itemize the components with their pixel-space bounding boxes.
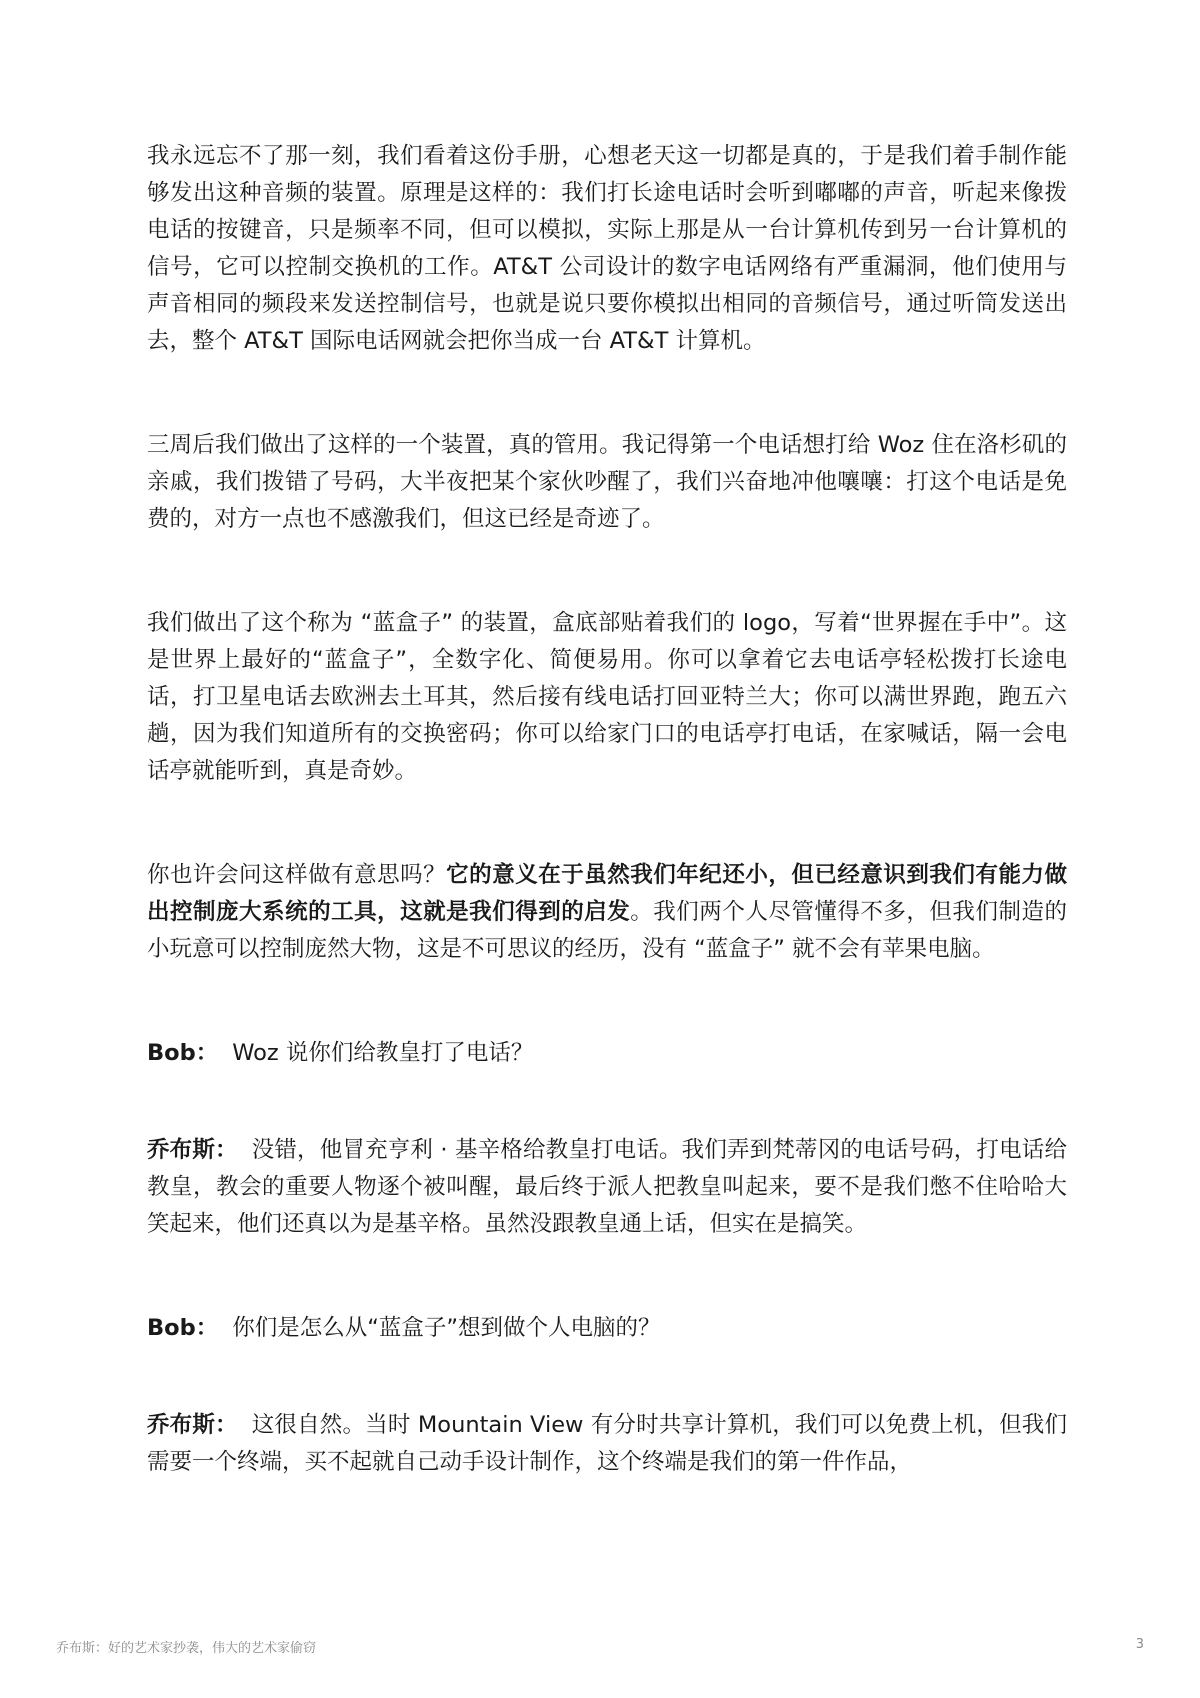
document-body [147, 138, 1067, 1548]
dialogue-text: Woz 说你们给教皇打了电话？ [232, 1040, 534, 1066]
dialogue-text: 这很自然。当时 Mountain View 有分时共享计算机，我们可以免费上机，但我们需要一个终端，买不起就自己动手设计制作，这个终端是我们的第一件作品， [147, 1412, 1067, 1475]
paragraph-first-call: 三周后我们做出了这样的一个装置，真的管用。我记得第一个电话想打给 Woz 住在洛杉矶的亲戚，我们拨错了号码，大半夜把某个家伙吵醒了，我们兴奋地冲他嚷嚷：打这个电话是免费的，对方一点也不感激我们，但这已经是奇迹了。 [147, 432, 1067, 532]
paragraph-blue-box: 我们做出了这个称为 “蓝盒子” 的装置，盒底部贴着我们的 logo，写着“世界握在手中”。这是世界上最好的“蓝盒子”，全数字化、简便易用。你可以拿着它去电话亭轻松拨打长途电话，打卫星电话去欧洲去土耳其，然后接有线电话打回亚特兰大；你可以满世界跑，跑五六趟，因为我们知道所有的交换密码；你可以给家门口的电话亭打电话，在家喊话，隔一会电话亭就能听到，真是奇妙。 [147, 610, 1067, 784]
page-footer [56, 1637, 1144, 1656]
dialogue-text: 没错，他冒充亨利 · 基辛格给教皇打电话。我们弄到梵蒂冈的电话号码，打电话给教皇，教会的重要人物逐个被叫醒，最后终于派人把教皇叫起来，要不是我们憋不住哈哈大笑起来，他们还真以为是基辛格。虽然没跟教皇通上话，但实在是搞笑。 [147, 1137, 1067, 1237]
speaker-label: 乔布斯： [147, 1412, 238, 1438]
footer-title: 乔布斯：好的艺术家抄袭，伟大的艺术家偷窃 [56, 1641, 317, 1656]
meaning-text-before: 你也许会问这样做有意思吗？ [147, 862, 447, 888]
speaker-label: 乔布斯： [147, 1137, 238, 1163]
meaning-bold-text: 它的意义在于虽然我们年纪还小，但已经意识到我们有能力做出控制庞大系统的工具，这就是我们得到的启发 [147, 862, 1067, 925]
meaning-text-after: 。我们两个人尽管懂得不多，但我们制造的小玩意可以控制庞然大物，这是不可思议的经历，没有 “蓝盒子” 就不会有苹果电脑。 [147, 899, 1067, 962]
dialogue-text: 你们是怎么从“蓝盒子”想到做个人电脑的？ [232, 1315, 661, 1341]
dialogue-jobs-answer-1 [147, 1132, 1067, 1243]
speaker-label: Bob： [147, 1315, 219, 1341]
dialogue-bob-question-1 [147, 1035, 1067, 1072]
page-number: 3 [1135, 1637, 1144, 1652]
paragraph-manual: 我永远忘不了那一刻，我们看着这份手册，心想老天这一切都是真的，于是我们着手制作能够发出这种音频的装置。原理是这样的：我们打长途电话时会听到嘟嘟的声音，听起来像拨电话的按键音，只是频率不同，但可以模拟，实际上那是从一台计算机传到另一台计算机的信号，它可以控制交换机的工作。AT&T 公司设计的数字电话网络有严重漏洞，他们使用与声音相同的频段来发送控制信号，也就是说只要你模拟出相同的音频信号，通过听筒发送出去，整个 AT&T 国际电话网就会把你当成一台 AT&T 计算机。 [147, 143, 1067, 354]
paragraph-meaning [147, 857, 1067, 968]
dialogue-jobs-answer-2 [147, 1407, 1067, 1481]
speaker-label: Bob： [147, 1040, 219, 1066]
dialogue-bob-question-2 [147, 1310, 1067, 1347]
